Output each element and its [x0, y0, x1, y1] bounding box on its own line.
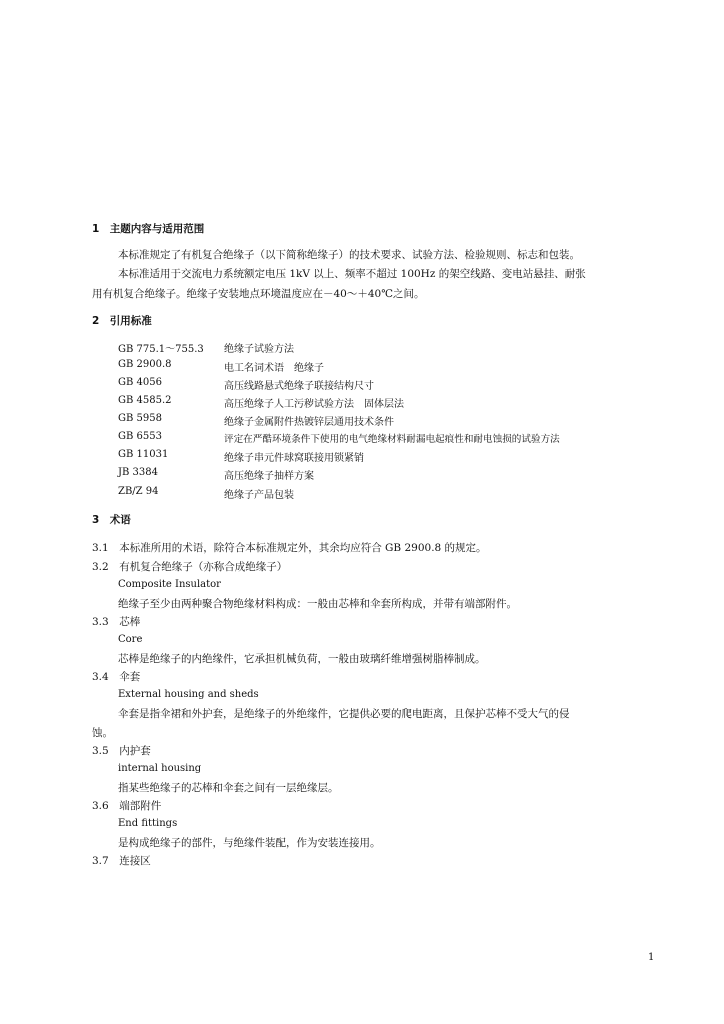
reference-code: GB 2900.8	[118, 359, 172, 370]
clause-3-5-heading: 3.5 内护套	[92, 745, 151, 757]
clause-3-5-definition: 指某些绝缘子的芯棒和伞套之间有一层绝缘层。	[118, 782, 339, 794]
reference-code: GB 4585.2	[118, 395, 172, 406]
reference-title: 评定在严酷环境条件下使用的电气绝缘材料耐漏电起痕性和耐电蚀损的试验方法	[224, 434, 560, 445]
clause-3-6-definition: 是构成绝缘子的部件，与绝缘件装配，作为安装连接用。	[118, 837, 381, 849]
clause-3-2-definition: 绝缘子至少由两种聚合物绝缘材料构成：一般由芯棒和伞套所构成，并带有端部附件。	[118, 598, 517, 610]
clause-3-3-heading: 3.3 芯棒	[92, 616, 141, 628]
section-1-paragraph-2-line-1: 本标准适用于交流电力系统额定电压 1kV 以上、频率不超过 100Hz 的架空线路、变电站悬挂、耐张	[118, 268, 586, 280]
clause-3-5-english-term: internal housing	[118, 763, 202, 774]
section-1-paragraph-1: 本标准规定了有机复合绝缘子（以下简称绝缘子）的技术要求、试验方法、检验规则、标志和包装。	[118, 249, 580, 261]
section-3-heading: 3 术语	[92, 514, 131, 526]
reference-code: GB 5958	[118, 413, 162, 424]
page-number: 1	[648, 952, 655, 963]
clause-3-3-english-term: Core	[118, 634, 143, 645]
reference-title: 绝缘子串元件球窝联接用锁紧销	[224, 453, 364, 464]
reference-title: 高压绝缘子抽样方案	[224, 471, 314, 482]
reference-title: 绝缘子金属附件热镀锌层通用技术条件	[224, 417, 394, 428]
clause-3-2-english-term: Composite Insulator	[118, 579, 221, 590]
reference-code: GB 775.1～755.3	[118, 344, 204, 355]
clause-3-7-heading: 3.7 连接区	[92, 855, 151, 867]
reference-title: 高压线路悬式绝缘子联接结构尺寸	[224, 381, 374, 392]
reference-title: 绝缘子试验方法	[224, 344, 294, 355]
reference-title: 电工名词术语 绝缘子	[224, 363, 324, 374]
clause-3-4-english-term: External housing and sheds	[118, 689, 259, 700]
section-1-paragraph-2-line-2: 用有机复合绝缘子。绝缘子安装地点环境温度应在－40～＋40℃之间。	[92, 288, 425, 300]
reference-code: JB 3384	[118, 467, 158, 478]
reference-code: GB 6553	[118, 431, 162, 442]
clause-3-6-english-term: End fittings	[118, 818, 178, 829]
clause-3-3-definition: 芯棒是绝缘子的内绝缘件，它承担机械负荷，一般由玻璃纤维增强树脂棒制成。	[118, 653, 486, 665]
clause-3-6-heading: 3.6 端部附件	[92, 800, 162, 812]
clause-3-4-definition-line-1: 伞套是指伞裙和外护套，是绝缘子的外绝缘件，它提供必要的爬电距离，且保护芯棒不受大气的侵	[118, 708, 570, 720]
reference-code: GB 11031	[118, 449, 169, 460]
reference-title: 绝缘子产品包装	[224, 490, 294, 501]
section-1-heading: 1 主题内容与适用范围	[92, 223, 205, 235]
section-2-heading: 2 引用标准	[92, 315, 152, 327]
clause-3-4-heading: 3.4 伞套	[92, 671, 141, 683]
clause-3-1: 3.1 本标准所用的术语，除符合本标准规定外，其余均应符合 GB 2900.8 的规定。	[92, 542, 487, 554]
clause-3-4-definition-line-2: 蚀。	[92, 727, 113, 739]
reference-code: ZB/Z 94	[118, 486, 159, 497]
reference-code: GB 4056	[118, 377, 162, 388]
reference-title: 高压绝缘子人工污秽试验方法 固体层法	[224, 399, 404, 410]
clause-3-2-heading: 3.2 有机复合绝缘子（亦称合成绝缘子）	[92, 561, 288, 573]
